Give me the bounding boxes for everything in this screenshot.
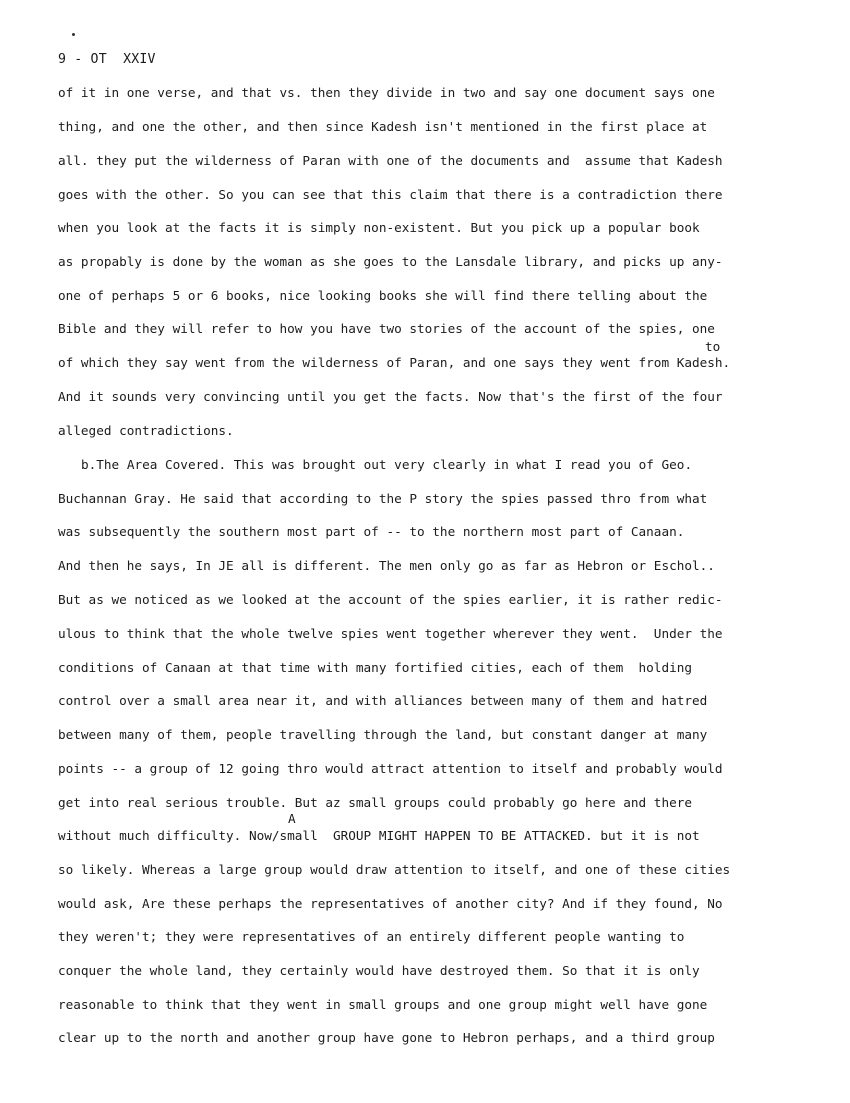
text-line: get into real serious trouble. But az small groups could probably go here and there (58, 795, 692, 810)
text-line: of it in one verse, and that vs. then they divide in two and say one document says one (58, 85, 715, 100)
text-line: reasonable to think that they went in small groups and one group might well have gone (58, 997, 708, 1012)
page-header: 9 - OT XXIV (58, 52, 156, 67)
text-line: was subsequently the southern most part of -- to the northern most part of Canaan. (58, 524, 685, 539)
text-line: clear up to the north and another group have gone to Hebron perhaps, and a third group (58, 1030, 715, 1045)
text-line: without much difficulty. Now/small GROUP MIGHT HAPPEN TO BE ATTACKED. but it is not (58, 828, 700, 843)
text-line: of which they say went from the wilderness of Paran, and one says they went from Kadesh. (58, 355, 731, 370)
interlinear-insertion: to (705, 339, 721, 354)
text-line: ulous to think that the whole twelve spies went together wherever they went. Under the (58, 626, 723, 641)
text-line: And then he says, In JE all is different. The men only go as far as Hebron or Eschol.. (58, 558, 715, 573)
text-line: Buchannan Gray. He said that according to the P story the spies passed thro from what (58, 491, 708, 506)
text-line: control over a small area near it, and with alliances between many of them and hatred (58, 693, 708, 708)
text-line: all. they put the wilderness of Paran with one of the documents and assume that Kadesh (58, 153, 723, 168)
text-line: would ask, Are these perhaps the representatives of another city? And if they found, No (58, 896, 723, 911)
text-line: between many of them, people travelling through the land, but constant danger at many (58, 727, 708, 742)
text-line: as propably is done by the woman as she goes to the Lansdale library, and picks up any- (58, 254, 723, 269)
text-line: so likely. Whereas a large group would draw attention to itself, and one of these cities (58, 862, 731, 877)
interlinear-mark: A (288, 811, 296, 826)
text-line: points -- a group of 12 going thro would attract attention to itself and probably would (58, 761, 723, 776)
text-line: goes with the other. So you can see that this claim that there is a contradiction there (58, 187, 723, 202)
section-heading-line: b.The Area Covered. This was brought out very clearly in what I read you of Geo. (81, 457, 693, 472)
text-line: when you look at the facts it is simply non-existent. But you pick up a popular book (58, 220, 700, 235)
text-line: one of perhaps 5 or 6 books, nice looking books she will find there telling about the (58, 288, 708, 303)
text-line: And it sounds very convincing until you get the facts. Now that's the first of the four (58, 389, 723, 404)
ink-speck (72, 33, 75, 36)
text-line: conquer the whole land, they certainly would have destroyed them. So that it is only (58, 963, 700, 978)
text-line: Bible and they will refer to how you have two stories of the account of the spies, one (58, 321, 715, 336)
text-line: But as we noticed as we looked at the account of the spies earlier, it is rather redic- (58, 592, 723, 607)
text-line: alleged contradictions. (58, 423, 234, 438)
text-line: conditions of Canaan at that time with many fortified cities, each of them holding (58, 660, 692, 675)
text-line: they weren't; they were representatives of an entirely different people wanting to (58, 929, 685, 944)
text-line: thing, and one the other, and then since Kadesh isn't mentioned in the first place at (58, 119, 708, 134)
